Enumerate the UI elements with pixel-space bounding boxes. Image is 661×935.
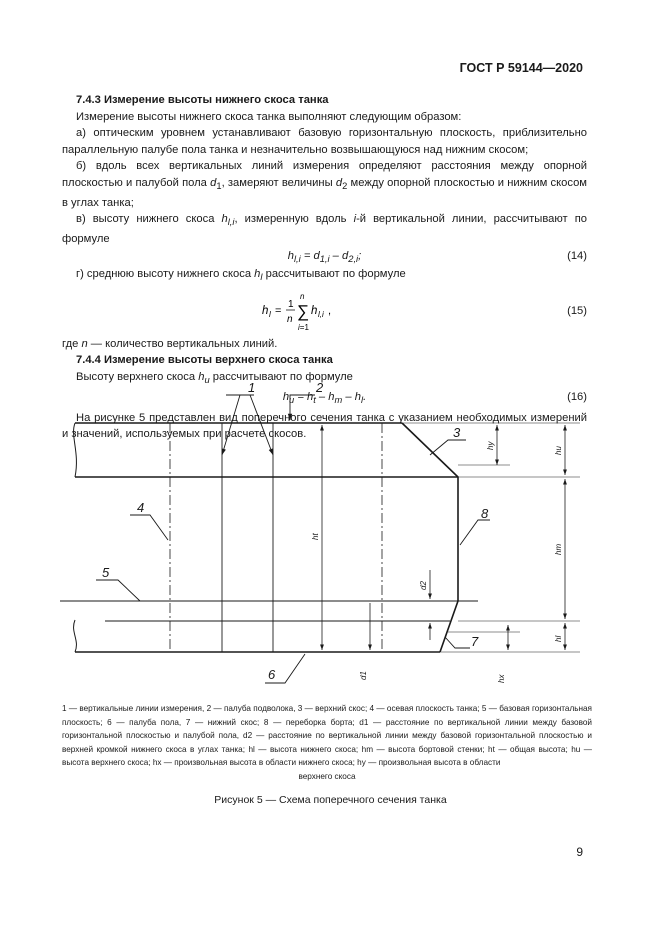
formula-16-text: $h_u = h_t - h_m - h_l$. [282, 390, 367, 405]
figure-intro: На рисунке 5 представлен вид поперечного сечения танка с указанием необходимых измерений и значений, используемых при расчете скосов. [62, 411, 587, 441]
section-744-intro: Высоту верхнего скоса $h_u$ рассчитывают по формуле [76, 370, 353, 386]
leader-8 [460, 520, 490, 545]
item-a: а) оптическим уровнем устанавливают базовую горизонтальную плоскость, приблизительно параллельную палубе пола танка и незначительно возвышающуюся над нижним скосом; [62, 127, 587, 156]
label-3: 3 [453, 425, 461, 440]
leader-4 [130, 515, 168, 540]
figure-caption: Рисунок 5 — Схема поперечного сечения танка [214, 794, 447, 806]
svg-text:1: 1 [288, 298, 294, 310]
dim-label-hx: hx [497, 674, 506, 683]
leader-3 [430, 440, 466, 455]
label-1: 1 [248, 380, 256, 395]
item-g: г) среднюю высоту нижнего скоса $h_l$ рассчитывают по формуле [76, 267, 406, 283]
break-line-bottom [74, 620, 77, 652]
side-bulkhead-outline [402, 423, 458, 652]
formula-14-text: $h_{l,i} = d_{1,i} - d_{2,i}$; [287, 249, 362, 265]
svg-text:n: n [287, 313, 293, 325]
dim-label-hu: hu [554, 446, 563, 455]
svg-text:∑: ∑ [297, 301, 310, 321]
svg-text:i=1: i=1 [298, 322, 309, 332]
label-2: 2 [316, 380, 324, 395]
leader-2 [290, 395, 315, 420]
formula-14-number: (14) [567, 249, 587, 262]
svg-text:l,i: l,i [318, 309, 324, 319]
section-744-title: 7.4.4 Измерение высоты верхнего скоса танка [76, 354, 333, 367]
leader-1a [222, 395, 240, 455]
label-5: 5 [102, 565, 110, 580]
standard-header: ГОСТ Р 59144—2020 [459, 61, 583, 75]
svg-text:,: , [328, 304, 332, 317]
formula-15-number: (15) [567, 304, 587, 317]
leader-5 [96, 580, 140, 601]
label-4: 4 [137, 500, 145, 515]
dim-label-hl: hl [554, 635, 563, 642]
legend-last-line: верхнего скоса [298, 771, 356, 781]
svg-text:h: h [262, 304, 269, 317]
page-number: 9 [576, 845, 583, 859]
figure-legend [62, 702, 592, 784]
item-b: б) вдоль всех вертикальных линий измерения определяют расстояния между опорной плоскостью и палубой пола $d_1$, замеряют величины $d_2$ между опорной плоскостью и нижним скосом в углах танка; [62, 160, 587, 209]
dim-label-hm: hm [554, 543, 563, 555]
leader-1b [250, 395, 273, 455]
label-8: 8 [481, 506, 489, 521]
tank-cross-section-figure [0, 375, 661, 695]
svg-text:l: l [269, 309, 271, 319]
where-n: где n — количество вертикальных линий. [62, 337, 278, 350]
svg-text:n: n [300, 291, 305, 301]
dim-label-d2: d2 [419, 581, 428, 590]
item-v: в) высоту нижнего скоса $h_{l,i}$, измеренную вдоль i-й вертикальной линии, рассчитывают по формуле [62, 213, 587, 246]
legend-text: 1 — вертикальные линии измерения, 2 — палуба подволока, 3 — верхний скос; 4 — осевая плоскость танка; 5 — базовая горизонтальная плоскость; 6 — палуба пола, 7 — нижний скос; 8 — переборка борта; d1 — расстояние по вертикальной линии между базовой горизонтальной плоскостью и палубой пола, d2 — расстояние по вертикальной линии между базовой горизонтальной плоскостью и верхней кромкой нижнего скоса в углах танка; hl — высота нижнего скоса; hm — высота бортовой стенки; ht — общая высота; hu — высота верхнего скоса; hx — произвольная высота в области нижнего скоса; hy — произвольная высота в области [62, 704, 592, 768]
formula-14 [62, 248, 587, 266]
dim-label-d1: d1 [359, 671, 368, 680]
dim-label-ht: ht [311, 533, 320, 540]
leader-7 [445, 637, 470, 648]
dim-label-hy: hy [486, 441, 495, 450]
label-7: 7 [471, 634, 479, 649]
formula-16-number: (16) [567, 390, 587, 403]
section-743-intro: Измерение высоты нижнего скоса танка выполняют следующим образом: [76, 110, 462, 123]
break-line-top [74, 423, 77, 477]
formula-15 [62, 286, 587, 336]
svg-text:h: h [311, 304, 318, 317]
formula-15-math [262, 286, 382, 336]
label-6: 6 [268, 667, 276, 682]
section-743-title: 7.4.3 Измерение высоты нижнего скоса танка [76, 94, 329, 106]
svg-text:=: = [275, 304, 282, 317]
